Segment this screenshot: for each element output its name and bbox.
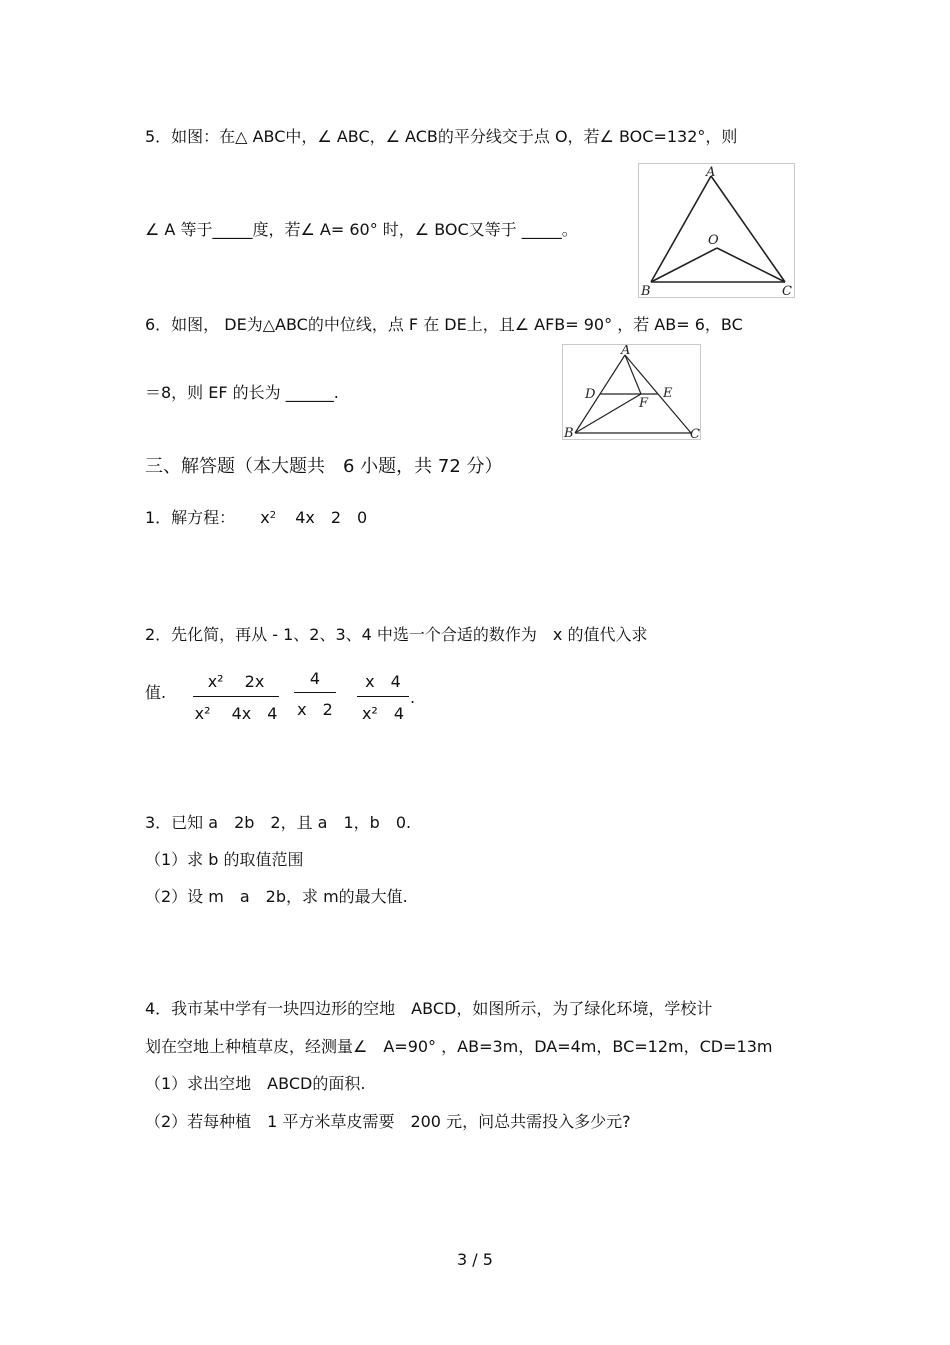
s2-line1: 2．先化简，再从 - 1、2、3、4 中选一个合适的数作为 x 的值代入求 [145,625,648,644]
s4-part2: （2）若每种植 1 平方米草皮需要 200 元，问总共需投入多少元? [145,1112,631,1131]
s1-eq-rest: 4x 2 0 [295,508,368,527]
s2-f1-bar [193,696,279,697]
s2-f3-numerator: x 4 [365,672,401,691]
s2-f2-bar [294,692,336,693]
section3-title: 三、解答题（本大题共 6 小题，共 72 分） [145,456,503,477]
s1-eq-x: x [260,508,270,527]
s1-prefix: 1．解方程： [145,508,236,527]
q5-line2: ∠ A 等于_____度，若∠ A= 60° 时，∠ BOC又等于 _____。 [145,220,578,239]
s2-fraction-1 [193,669,279,724]
q6-figure [562,344,701,440]
q6-label-d: D [585,387,596,402]
q6-line1: 6．如图， DE为△ABC的中位线，点 F 在 DE上，且∠ AFB= 90° ，若 AB= 6，BC [145,315,743,334]
q5-line1: 5．如图：在△ ABC中，∠ ABC，∠ ACB的平分线交于点 O，若∠ BOC=132°，则 [145,127,738,146]
s2-f2-numerator: 4 [309,669,321,688]
q6-label-e: E [663,386,673,401]
s2-prefix: 值. [145,683,167,702]
s4-part1: （1）求出空地 ABCD的面积. [145,1074,366,1093]
q6-label-c: C [690,427,700,439]
s2-f3-bar [357,696,409,697]
s3-part2: （2）设 m a 2b，求 m的最大值. [145,887,408,906]
s2-f1-denominator: x² 4x 4 [194,704,278,723]
page-number: 3 / 5 [457,1250,493,1269]
s3-part1: （1）求 b 的取值范围 [145,850,304,869]
q5-label-c: C [782,284,792,297]
s2-fraction-2 [294,669,336,720]
q6-line2: ＝8，则 EF 的长为 ______. [145,383,339,402]
s2-end: . [410,688,416,707]
q6-label-b: B [564,426,574,439]
s2-fraction-3 [357,669,409,724]
s2-f2-denominator: x 2 [297,700,333,719]
s2-f1-numerator: x² 2x [207,672,265,691]
q5-segment-co [717,248,785,282]
q5-figure [638,163,795,298]
s1-line [145,508,367,528]
q5-label-a: A [706,165,716,180]
q5-side-ac [711,176,785,282]
q6-label-f: F [639,396,649,411]
q5-label-o: O [708,233,719,248]
s1-eq-exp: 2 [269,510,277,521]
s2-f3-denominator: x² 4 [361,704,405,723]
s3-line1: 3．已知 a 2b 2，且 a 1，b 0. [145,813,412,832]
q6-segment-af [625,355,641,394]
s4-line1: 4．我市某中学有一块四边形的空地 ABCD，如图所示，为了绿化环境，学校计 [145,999,713,1018]
q5-label-b: B [641,284,651,297]
s4-line2: 划在空地上种植草皮，经测量∠ A=90° ，AB=3m，DA=4m，BC=12m，CD=13m [145,1037,773,1056]
q6-label-a: A [621,345,631,358]
